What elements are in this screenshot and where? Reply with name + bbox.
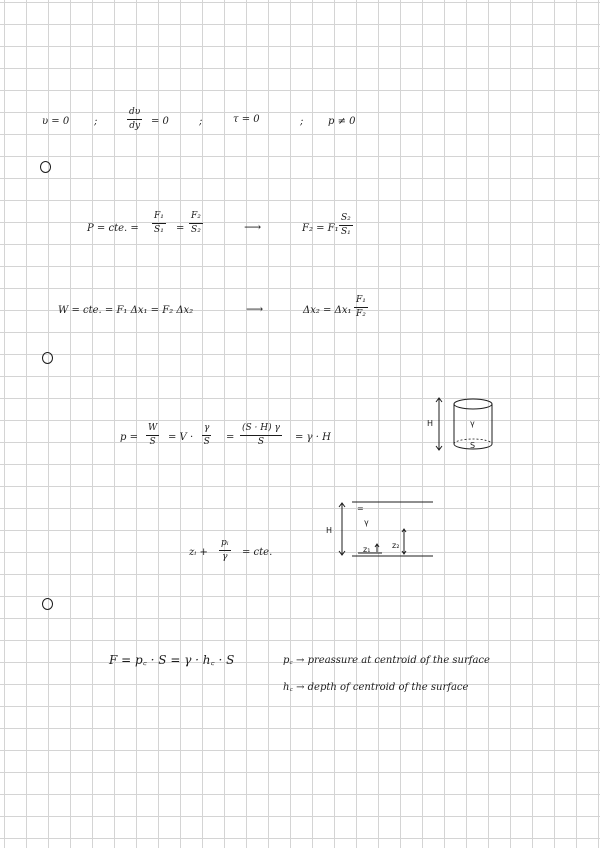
centroid-depth-definition: h꜀ → depth of centroid of the surface — [283, 682, 469, 693]
shear-stress-zero: τ = 0 — [233, 114, 260, 125]
area-label: S — [470, 441, 476, 450]
hydrostatic-result: = γ · H — [295, 432, 331, 443]
force-result-fraction — [339, 214, 353, 237]
fraction-denominator: S₂ — [191, 225, 201, 235]
pressure-constant: P = cte. = — [87, 223, 139, 234]
pressure-nonzero: p ≠ 0 — [328, 116, 356, 127]
elevation-term: zᵢ + — [189, 547, 208, 558]
equals-sign: = — [176, 223, 185, 234]
fraction-numerator: γ — [202, 424, 211, 436]
elevation-label-2: z₂ — [392, 541, 400, 550]
fraction-denominator: γ — [222, 552, 228, 562]
fraction-numerator: F₁ — [152, 212, 166, 224]
pressure-lhs: p = — [120, 432, 138, 443]
fraction-denominator: F₂ — [356, 309, 366, 319]
fraction-denominator: S₁ — [341, 227, 351, 237]
fraction-numerator: W — [146, 424, 159, 436]
weight-area-fraction — [146, 424, 159, 447]
section-bullet — [42, 598, 53, 610]
cylinder-diagram — [420, 390, 500, 460]
volume-term: = V · — [168, 432, 194, 443]
equals-sign: = — [226, 432, 235, 443]
force-result-lhs: F₂ = F₁ — [302, 223, 339, 234]
separator: ; — [199, 116, 203, 127]
free-surface-symbol: = — [357, 504, 364, 513]
displacement-result-lhs: Δx₂ = Δx₁ — [303, 305, 352, 316]
section-bullet — [40, 161, 51, 173]
tank-diagram — [320, 495, 440, 565]
displacement-result-fraction — [354, 296, 368, 319]
fraction-numerator: pᵢ — [219, 539, 231, 551]
separator: ; — [94, 116, 98, 127]
implies-arrow: ⟶ — [244, 220, 262, 234]
fraction-numerator: F₁ — [354, 296, 368, 308]
fraction-denominator: S — [257, 437, 265, 447]
pressure-head-fraction — [219, 539, 231, 562]
head-constant: = cte. — [242, 547, 273, 558]
implies-arrow: ⟶ — [246, 302, 264, 316]
height-label: H — [427, 419, 434, 428]
specific-weight-area-fraction — [202, 424, 211, 447]
fraction-numerator: S₂ — [339, 214, 353, 226]
fraction-denominator: S — [203, 437, 210, 447]
specific-weight-label: γ — [470, 419, 475, 428]
fraction-denominator: S₁ — [154, 225, 164, 235]
fraction-denominator: dy — [129, 121, 141, 131]
column-weight-fraction — [240, 424, 282, 447]
velocity-gradient-value: = 0 — [151, 116, 169, 127]
fraction-numerator: (S · H) γ — [240, 424, 282, 436]
elevation-label-1: z₁ — [363, 545, 371, 554]
fraction-numerator: F₂ — [189, 212, 203, 224]
height-label: H — [326, 526, 333, 535]
section-bullet — [42, 352, 53, 364]
fraction-numerator: dυ — [127, 108, 142, 120]
force-area-fraction-2 — [189, 212, 203, 235]
velocity-gradient-fraction — [127, 108, 142, 131]
specific-weight-label: γ — [364, 518, 369, 527]
work-equation: W = cte. = F₁ Δx₁ = F₂ Δx₂ — [58, 305, 194, 316]
hydrostatic-force-formula: F = p꜀ · S = γ · h꜀ · S — [109, 653, 235, 667]
centroid-pressure-definition: p꜀ → preassure at centroid of the surface — [283, 655, 490, 666]
force-area-fraction-1 — [152, 212, 166, 235]
separator: ; — [300, 116, 304, 127]
velocity-zero: υ = 0 — [42, 116, 70, 127]
fraction-denominator: S — [149, 437, 156, 447]
